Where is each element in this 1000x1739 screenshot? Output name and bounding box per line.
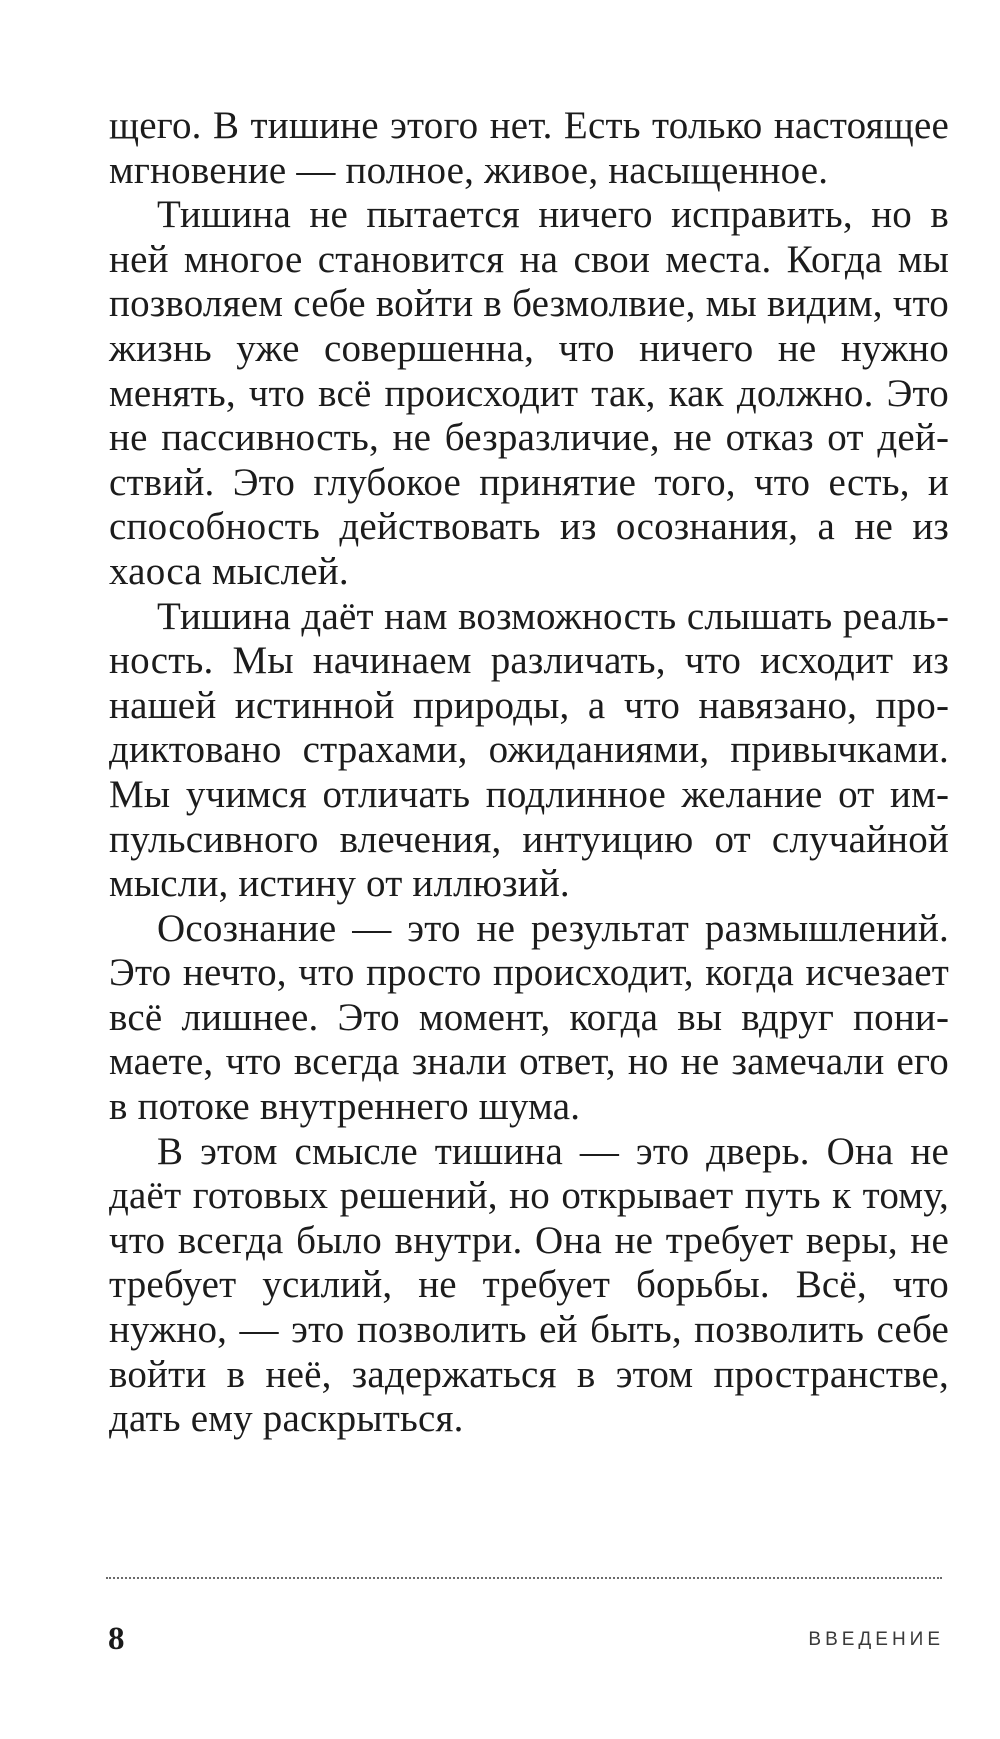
paragraph: Осознание — это не результат размышлений. Это нечто, что просто происходит, когда исчезает всё лишнее. Это момент, когда вы вдруг понимаете, что всегда знали ответ, но не замечали его в потоке внутреннего шума.	[109, 906, 949, 1129]
paragraph: Тишина не пытается ничего исправить, но в ней многое становится на свои места. Когда мы позволяем себе войти в безмолвие, мы видим, что жизнь уже совершенна, что ничего не нужно менять, что всё происходит так, как должно. Это не пассивность, не безразличие, не отказ от действий. Это глубокое принятие того, что есть, и способность действовать из осознания, а не из хаоса мыслей.	[109, 193, 949, 593]
body-text	[109, 104, 949, 1442]
paragraph: Тишина даёт нам возможность слышать реальность. Мы начинаем различать, что исходит из нашей истинной природы, а что навязано, продиктовано страхами, ожиданиями, привычками. Мы учимся отличать подлинное желание от импульсивного влечения, интуицию от случайной мысли, истину от иллюзий.	[109, 594, 949, 906]
page-number: 8	[108, 1621, 125, 1657]
running-head: ВВЕДЕНИЕ	[808, 1629, 944, 1650]
footer-divider	[106, 1577, 942, 1579]
paragraph: В этом смысле тишина — это дверь. Она не даёт готовых решений, но открывает путь к тому, что всегда было внутри. Она не требует веры, не требует усилий, не требует борьбы. Всё, что нужно, — это позволить ей быть, позволить себе войти в неё, задержаться в этом пространстве, дать ему раскрыться.	[109, 1129, 949, 1441]
paragraph-continued: щего. В тишине этого нет. Есть только настоящее мгновение — полное, живое, насыщенное.	[109, 104, 949, 192]
